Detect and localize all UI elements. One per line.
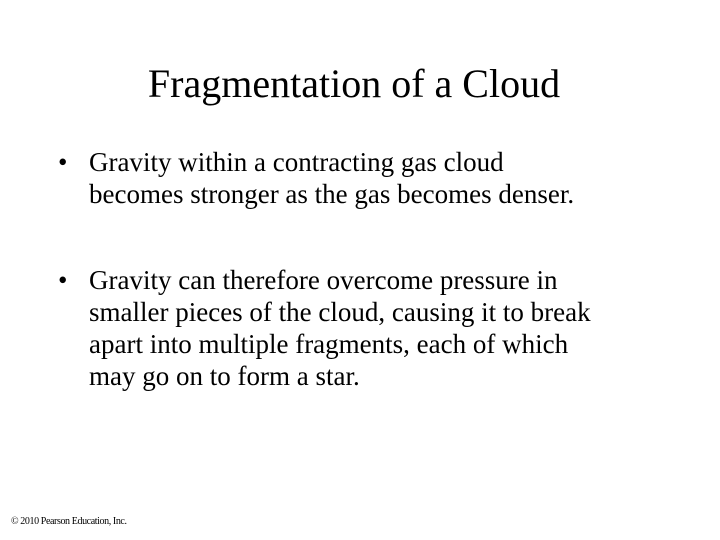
bullet-list — [58, 146, 708, 392]
bullet-point-icon: • — [58, 265, 68, 295]
copyright-notice: © 2010 Pearson Education, Inc. — [11, 516, 127, 527]
bullet-text-line: may go on to form a star. — [89, 361, 360, 391]
bullet-item-gravity-denser — [58, 146, 708, 210]
slide-title: Fragmentation of a Cloud — [147, 61, 561, 106]
bullet-text-line: apart into multiple fragments, each of which — [89, 329, 569, 359]
bullet-text-line: Gravity can therefore overcome pressure in — [89, 265, 558, 295]
bullet-text-line: smaller pieces of the cloud, causing it to break — [89, 297, 591, 327]
bullet-text-line: Gravity within a contracting gas cloud — [89, 147, 504, 177]
bullet-point-icon: • — [58, 147, 68, 177]
bullet-text-line: becomes stronger as the gas becomes denser. — [89, 179, 575, 209]
bullet-item-fragments — [58, 264, 708, 392]
